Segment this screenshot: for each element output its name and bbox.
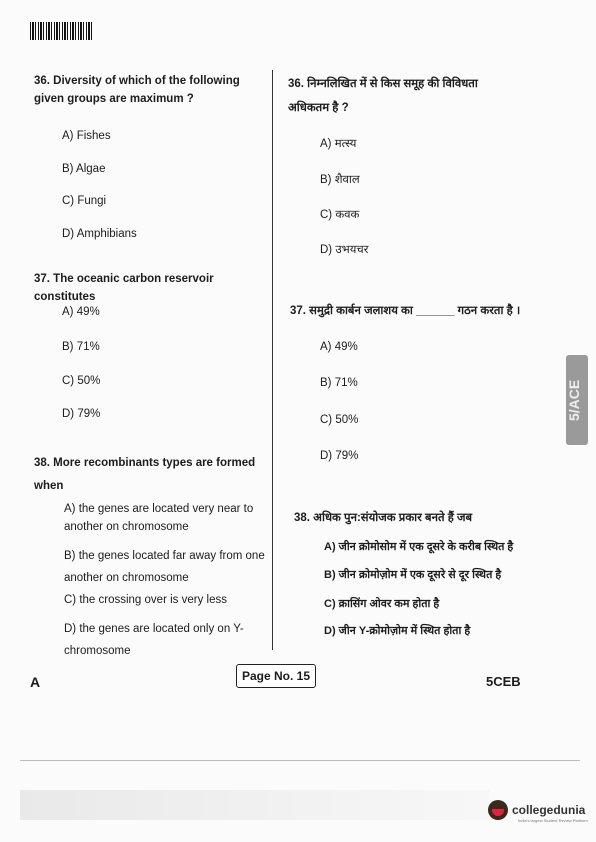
question-38-hi: 38. अधिक पुन:संयोजक प्रकार बनते हैं जब	[294, 512, 473, 524]
q36-en-option-b: B) Algae	[62, 163, 106, 175]
column-divider	[272, 70, 273, 650]
mascot-icon	[488, 800, 508, 820]
q36-hi-option-c: C) कवक	[320, 209, 360, 221]
q36-en-option-c: C) Fungi	[62, 195, 107, 207]
q36-hi-option-b: B) शैवाल	[320, 174, 360, 186]
q37-hi-option-c: C) 50%	[320, 414, 359, 426]
brand-tagline: India's largest Student Review Platform	[518, 818, 588, 823]
set-letter: A	[30, 674, 41, 690]
q37-en-option-d: D) 79%	[62, 408, 101, 420]
q36-hi-option-d: D) उभयचर	[320, 244, 369, 256]
q37-en-option-b: B) 71%	[62, 341, 100, 353]
q38-en-option-a: A) the genes are located very near to another on chromosome	[64, 503, 254, 534]
q37-hi-option-b: B) 71%	[320, 377, 358, 389]
q38-hi-option-d: D) जीन Y-क्रोमोज़ोम में स्थित होता है	[324, 625, 471, 637]
q37-en-option-c: C) 50%	[62, 375, 101, 387]
q36-en-option-d: D) Amphibians	[62, 228, 137, 240]
q38-hi-option-c: C) क्रासिंग ओवर कम होता है	[324, 598, 440, 610]
q38-en-option-d: D) the genes are located only on Y-chromosome	[64, 623, 244, 657]
q38-hi-option-a: A) जीन क्रोमोसोम में एक दूसरे के करीब स्थित है	[324, 541, 514, 553]
q36-en-option-a: A) Fishes	[62, 130, 111, 142]
question-36-en: 36. Diversity of which of the following given groups are maximum ?	[34, 75, 240, 106]
question-36-hi: 36. निम्नलिखित में से किस समूह की विविधता अधिकतम है ?	[288, 78, 478, 115]
brand-logo	[488, 800, 585, 820]
barcode	[30, 22, 92, 40]
q38-hi-option-b: B) जीन क्रोमोज़ोम में एक दूसरे से दूर स्थित है	[324, 569, 502, 581]
question-37-en: 37. The oceanic carbon reservoir constitutes	[34, 273, 214, 304]
bottom-rule	[20, 760, 580, 761]
page-number: Page No. 15	[236, 664, 316, 688]
question-38-en: 38. More recombinants types are formed when	[34, 457, 256, 492]
scan-shadow	[20, 790, 490, 820]
side-stamp: 5/ACE	[566, 355, 588, 445]
q38-en-option-c: C) the crossing over is very less	[64, 594, 227, 606]
brand-name: collegedunia	[512, 803, 586, 817]
question-37-hi: 37. समुद्री कार्बन जलाशय का ______ गठन करता है ।	[290, 305, 521, 317]
q37-hi-option-a: A) 49%	[320, 341, 358, 353]
q38-en-option-b: B) the genes located far away from one another on chromosome	[64, 550, 265, 584]
q37-en-option-a: A) 49%	[62, 306, 100, 318]
paper-code: 5CEB	[486, 674, 521, 689]
q37-hi-option-d: D) 79%	[320, 450, 359, 462]
q36-hi-option-a: A) मत्स्य	[320, 138, 357, 150]
